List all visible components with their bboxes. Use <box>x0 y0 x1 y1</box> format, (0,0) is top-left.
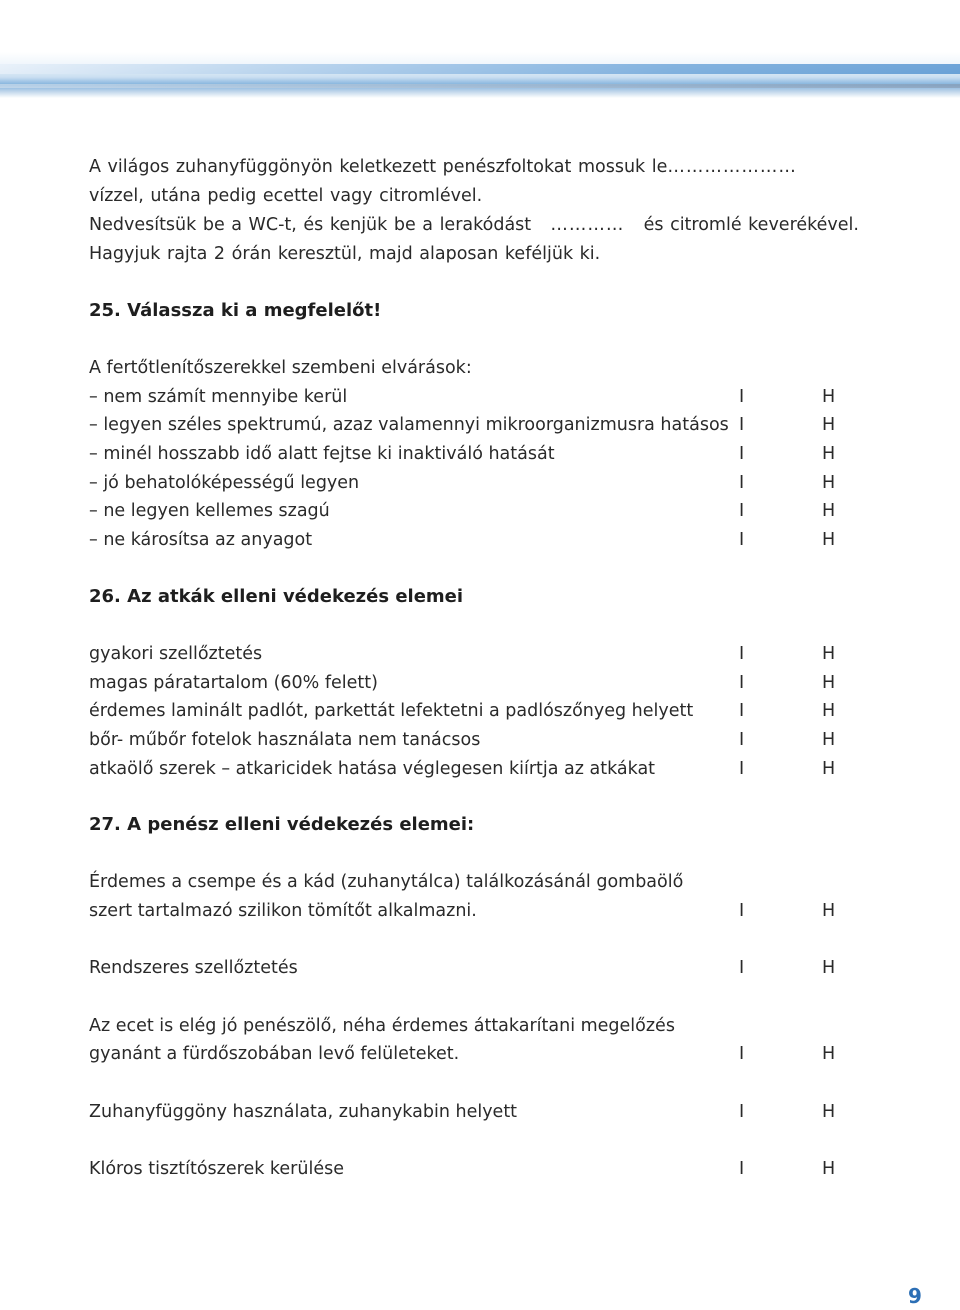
option-row: érdemes laminált padlót, parkettát lefektetni a padlószőnyeg helyett I H <box>89 697 849 726</box>
option-row: – minél hosszabb idő alatt fejtse ki inaktiváló hatását I H <box>89 440 849 469</box>
header-band <box>0 52 960 98</box>
answer-false[interactable]: H <box>822 472 836 493</box>
option-row: – jó behatolóképességű legyen I H <box>89 469 849 498</box>
answer-false[interactable]: H <box>822 900 836 921</box>
item-text-line: Az ecet is elég jó penészölő, néha érdemes áttakarítani megelőzés <box>89 1015 675 1036</box>
header-stripe <box>0 64 960 74</box>
question-25-subtitle: A fertőtlenítőszerekkel szembeni elvárások: <box>89 358 472 378</box>
option-row: – ne legyen kellemes szagú I H <box>89 497 849 526</box>
option-row: szert tartalmazó szilikon tömítőt alkalmazni. I H <box>89 897 849 926</box>
intro-line-4: Hagyjuk rajta 2 órán keresztül, majd alaposan keféljük ki. <box>89 244 601 264</box>
option-row: – nem számít mennyibe kerül I H <box>89 383 849 412</box>
answer-false[interactable]: H <box>822 501 836 522</box>
header-stripe-shadow <box>0 84 960 88</box>
answer-true[interactable]: I <box>739 1159 745 1180</box>
question-26-title: 26. Az atkák elleni védekezés elemei <box>89 585 464 607</box>
answer-true[interactable]: I <box>739 444 745 465</box>
answer-false[interactable]: H <box>822 672 836 693</box>
item-text-line: Érdemes a csempe és a kád (zuhanytálca) találkozásánál gombaölő <box>89 872 684 893</box>
option-row: – ne károsítsa az anyagot I H <box>89 526 849 555</box>
answer-false[interactable]: H <box>822 758 836 779</box>
answer-false[interactable]: H <box>822 1159 836 1180</box>
answer-true[interactable]: I <box>739 701 745 722</box>
answer-false[interactable]: H <box>822 643 836 664</box>
answer-true[interactable]: I <box>739 501 745 522</box>
answer-false[interactable]: H <box>822 386 836 407</box>
blank-dots[interactable]: ………… <box>550 215 625 235</box>
blank-dots[interactable]: ………………… <box>667 157 797 177</box>
answer-true[interactable]: I <box>739 958 745 979</box>
answer-false[interactable]: H <box>822 701 836 722</box>
answer-false[interactable]: H <box>822 1044 836 1065</box>
answer-false[interactable]: H <box>822 444 836 465</box>
answer-false[interactable]: H <box>822 729 836 750</box>
answer-true[interactable]: I <box>739 672 745 693</box>
answer-true[interactable]: I <box>739 472 745 493</box>
answer-false[interactable]: H <box>822 958 836 979</box>
option-row: Zuhanyfüggöny használata, zuhanykabin helyett I H <box>89 1098 849 1127</box>
intro-line-2: vízzel, utána pedig ecettel vagy citromlével. <box>89 186 483 206</box>
page-number: 9 <box>908 1284 922 1308</box>
answer-true[interactable]: I <box>739 530 745 551</box>
answer-false[interactable]: H <box>822 530 836 551</box>
answer-true[interactable]: I <box>739 1101 745 1122</box>
option-row: bőr- műbőr fotelok használata nem tanácsos I H <box>89 726 849 755</box>
answer-true[interactable]: I <box>739 1044 745 1065</box>
intro-paragraph <box>89 153 859 269</box>
option-row: Rendszeres szellőztetés I H <box>89 954 849 983</box>
option-row: atkaölő szerek – atkaricidek hatása véglegesen kiírtja az atkákat I H <box>89 755 849 784</box>
page-content <box>89 153 859 1184</box>
option-row: Klóros tisztítószerek kerülése I H <box>89 1155 849 1184</box>
answer-true[interactable]: I <box>739 643 745 664</box>
intro-line-3: Nedvesítsük be a WC-t, és kenjük be a lerakódást ………… és citromlé keverékével. <box>89 211 859 240</box>
answer-true[interactable]: I <box>739 758 745 779</box>
intro-line-1: A világos zuhanyfüggönyön keletkezett penészfoltokat mossuk le………………… <box>89 157 797 177</box>
option-row: – legyen széles spektrumú, azaz valamennyi mikroorganizmusra hatásos I H <box>89 411 849 440</box>
answer-false[interactable]: H <box>822 1101 836 1122</box>
answer-true[interactable]: I <box>739 415 745 436</box>
question-25-title: 25. Válassza ki a megfelelőt! <box>89 300 382 321</box>
option-row: gyanánt a fürdőszobában levő felületeket. I H <box>89 1040 849 1069</box>
option-row: gyakori szellőztetés I H <box>89 640 849 669</box>
option-row: magas páratartalom (60% felett) I H <box>89 669 849 698</box>
question-27-title: 27. A penész elleni védekezés elemei: <box>89 814 475 836</box>
answer-true[interactable]: I <box>739 729 745 750</box>
answer-true[interactable]: I <box>739 386 745 407</box>
answer-false[interactable]: H <box>822 415 836 436</box>
answer-true[interactable]: I <box>739 900 745 921</box>
